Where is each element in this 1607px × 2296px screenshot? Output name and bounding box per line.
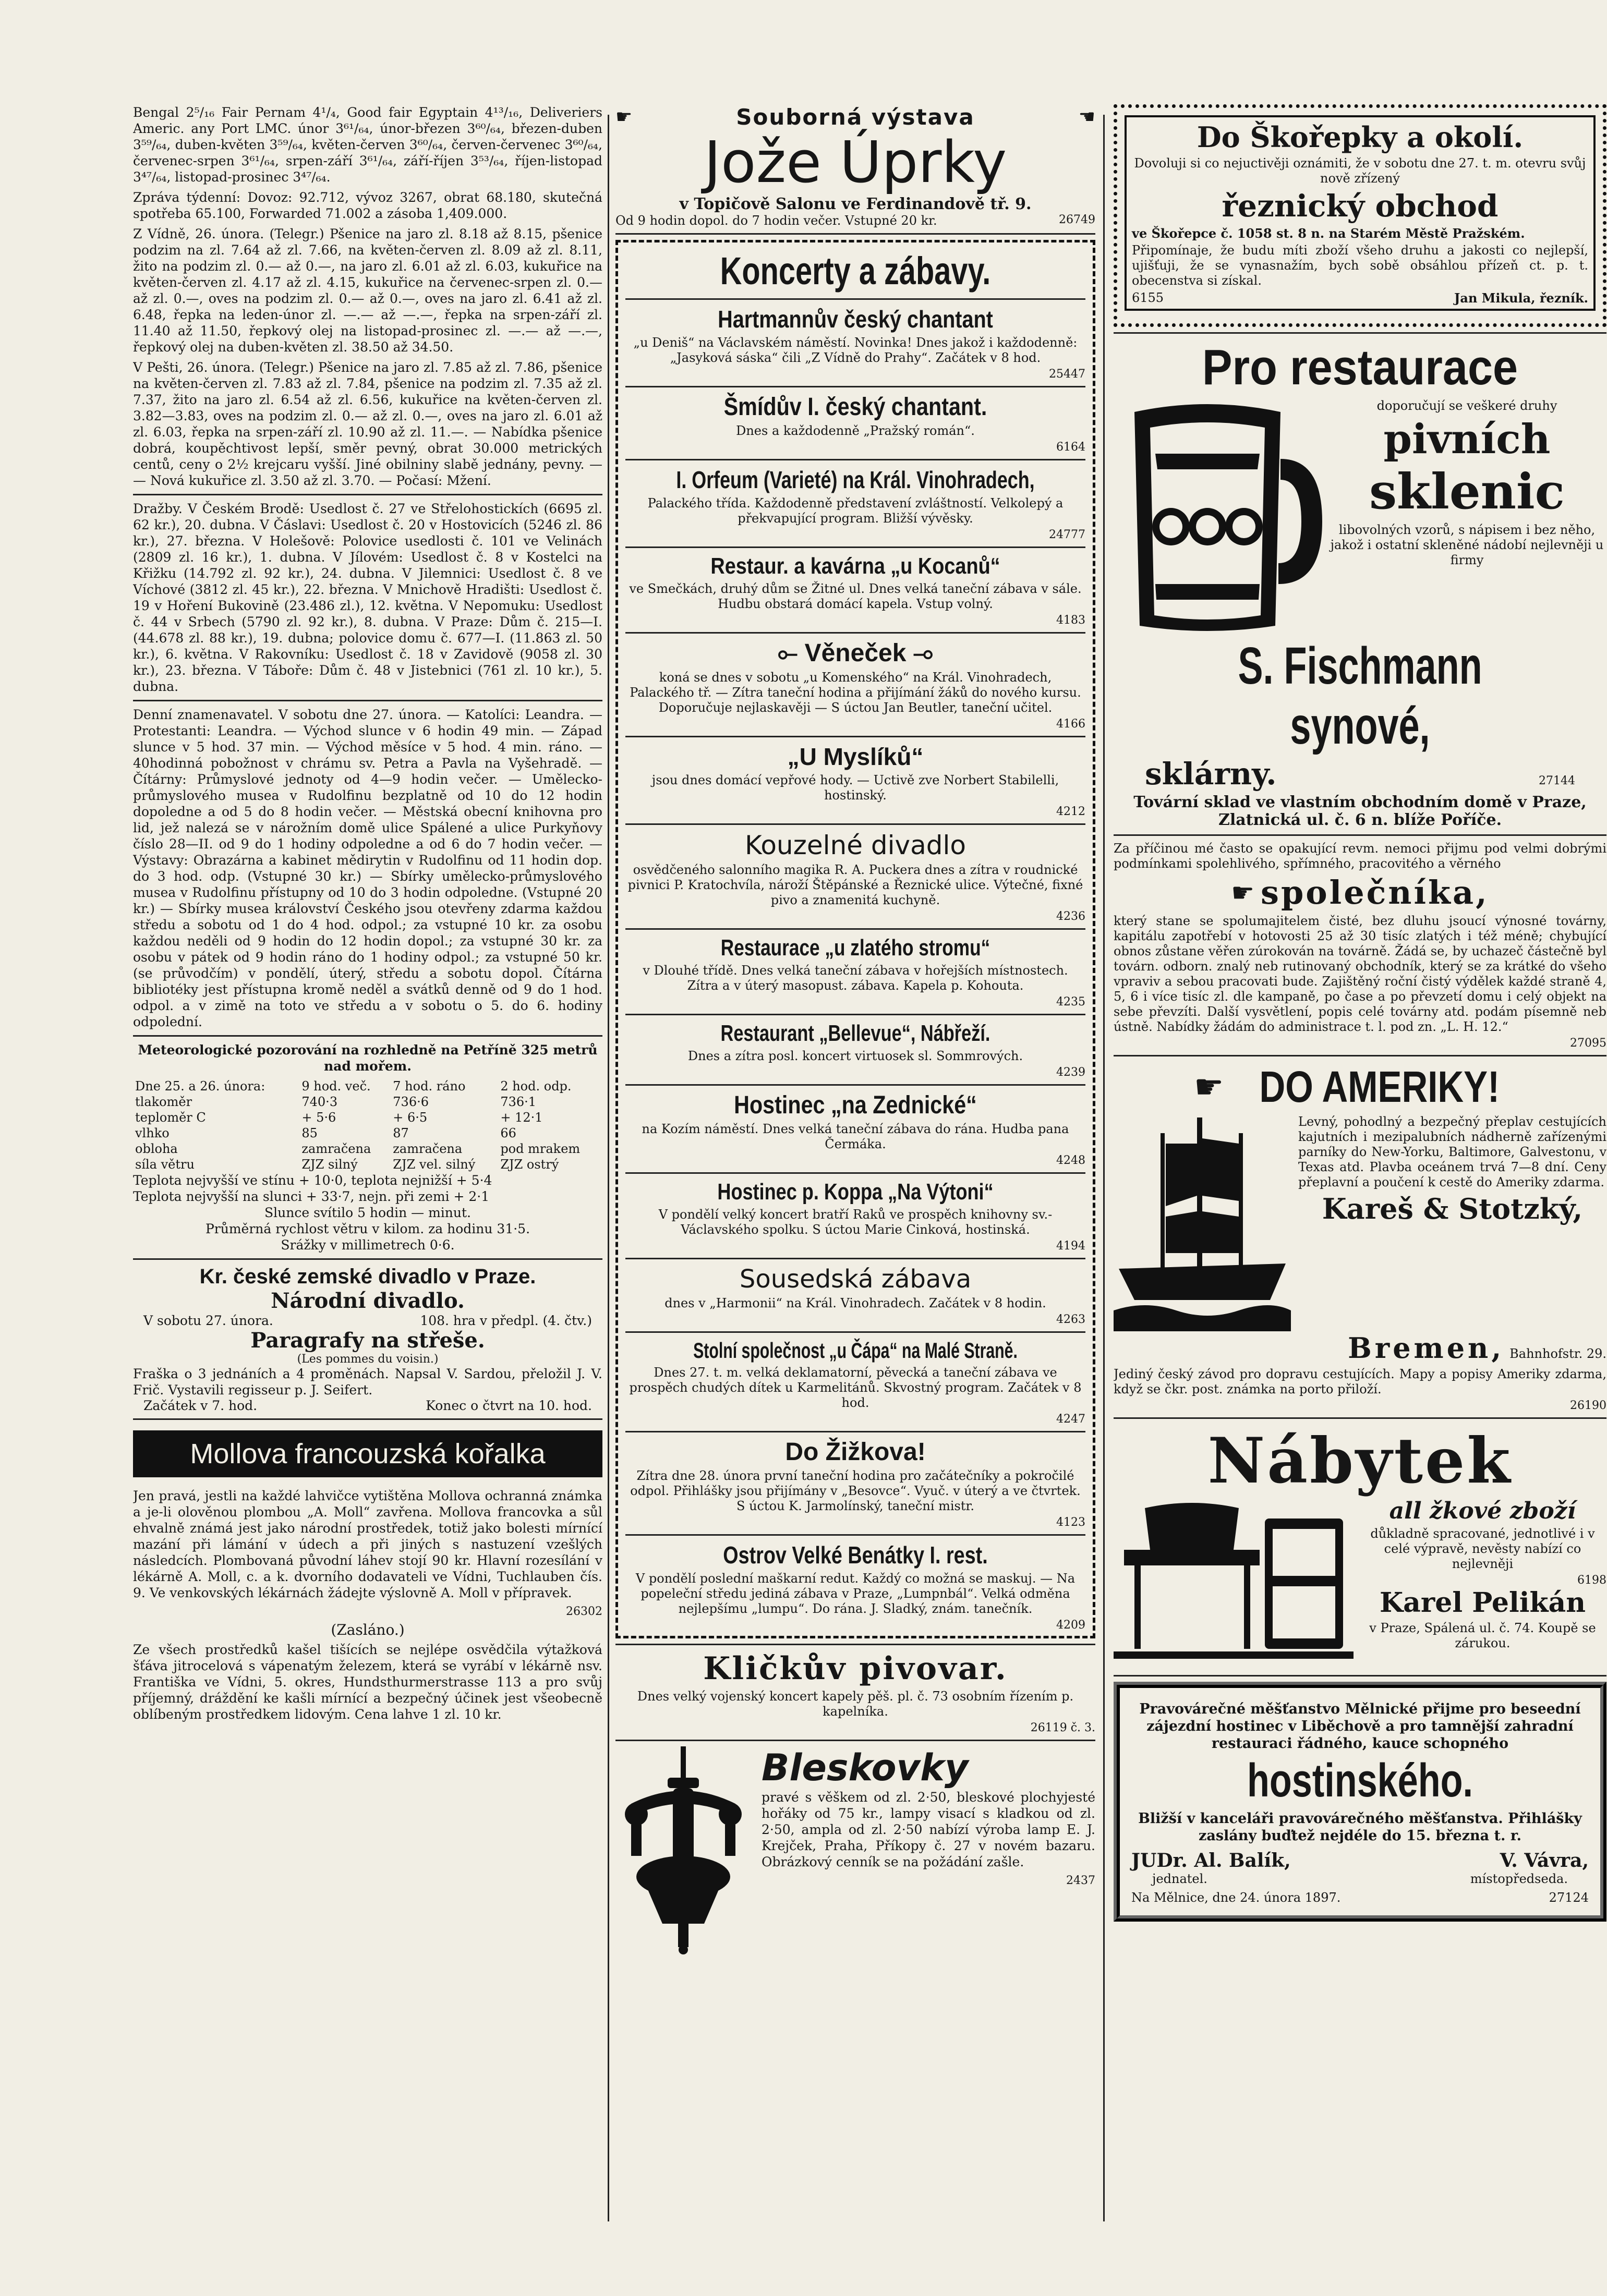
amerika-firm: Kareš & Stotzký, — [1322, 1192, 1583, 1225]
ad-vytoni — [625, 1179, 1085, 1253]
ad-title: Hostinec „na Zednické“ — [734, 1091, 977, 1119]
amerika-text-block — [1298, 1112, 1606, 1331]
table-cell: 7 hod. ráno — [393, 1079, 466, 1094]
ad-number: 4236 — [1056, 910, 1085, 923]
nabytek-sub: all žkové zboží — [1389, 1498, 1576, 1524]
table-cell: 736·6 — [393, 1095, 429, 1109]
ad-number: 6164 — [1056, 441, 1085, 454]
divider — [1114, 834, 1606, 836]
amerika-firm-line — [1114, 1331, 1606, 1365]
nabytek-address: v Praze, Spálená ul. č. 74. Koupě se zárukou. — [1369, 1621, 1596, 1650]
ad-number: 27144 — [1539, 774, 1575, 787]
bleskovky-ad — [615, 1746, 1095, 1955]
nabytek-text-block — [1359, 1498, 1606, 1670]
amerika-body — [1114, 1112, 1606, 1331]
table-cell: vlhko — [135, 1126, 170, 1140]
moll-banner: Mollova francouzská kořalka — [133, 1430, 602, 1477]
ad-title: Šmídův I. český chantant. — [723, 393, 987, 421]
table-row — [133, 1094, 602, 1110]
weather-note: Teplota nejvyšší na slunci + 33·7, nejn. při zemi + 2·1 — [133, 1189, 490, 1204]
divider — [625, 1431, 1085, 1432]
table-cell: tlakoměr — [135, 1095, 192, 1109]
partner-text: který stane se spolumajitelem čisté, bez dluhu jsoucí výnosné továrny, kapitálu zapotřebí v hotovosti 25 až 30 tisíc zlatých i též méně; chybující obnos zůstane věřen zúrokován na továrně. Žádá se, by uchazeč částečně byl továrn. odborn. znalý neb rutinovaný obchodník, který se za krátké do všeho vpraviv a sebou pracovati bude. Zajištěný roční čistý výdělek každé straně 4, 5, 6 i více tisíc zl. dle kampaně, po čase a po převzetí domu i celý objekt na sebe převzíti. Další vysvětlení, popis celé továrny atd. podám písemně neb ústně. Nabídky žádám do administrace t. l. pod zn. „L. H. 12.“ — [1114, 914, 1606, 1034]
divider — [1114, 1055, 1606, 1056]
theatre-start: Začátek v 7. hod. — [143, 1398, 258, 1413]
skorepka-signature: Jan Mikula, řezník. — [1454, 290, 1588, 306]
ad-number: 4166 — [1056, 718, 1085, 731]
theatre-play-note: (Les pommes du voisin.) — [297, 1353, 439, 1366]
uprka-place: v Topičově Salonu ve Ferdinandově tř. 9. — [679, 195, 1032, 213]
ad-title: Hostinec p. Koppa „Na Výtoni“ — [717, 1179, 994, 1205]
weather-table — [133, 1078, 602, 1172]
ad-text: Dnes a zítra posl. koncert virtuosek sl. Sommrových. — [687, 1049, 1023, 1063]
divider — [625, 823, 1085, 825]
market-paragraph: Bengal 2⁵/₁₆ Fair Pernam 4¹/₄, Good fair Egyptain 4¹³/₁₆, Deliveriers Americ. any Port LMC. únor 3⁶¹/₆₄, únor-březen 3⁶⁰/₆₄, březen-duben 3⁵⁹/₆₄, duben-květen 3⁵⁹/₆₄, květen-červen 3⁶⁰/₆₄, červen-červenec 3⁶⁰/₆₄, červenec-srpen 3⁶¹/₆₄, srpen-září 3⁶¹/₆₄, září-říjen 3⁵³/₆₄, říjen-listopad 3⁴⁷/₆₄, listopad-prosinec 3⁴⁷/₆₄. — [133, 105, 602, 185]
steamship-icon — [1114, 1112, 1291, 1331]
table-cell: + 5·6 — [301, 1110, 336, 1125]
ad-sousedska — [625, 1265, 1085, 1326]
divider — [1114, 1417, 1606, 1419]
nabytek-body — [1114, 1498, 1606, 1670]
divider — [625, 1331, 1085, 1333]
amerika-heading-row — [1114, 1062, 1606, 1112]
divider — [133, 494, 602, 495]
ad-title-row — [625, 639, 1085, 668]
weather-title: Meteorologické pozorování na rozhledně na Petříně 325 metrů nad mořem. — [138, 1042, 598, 1074]
restaurace-ad — [1114, 339, 1606, 829]
ad-orfeum — [625, 466, 1085, 541]
bleskovky-text: pravé s věškem od zl. 2·50, bleskové plochyjesté hořáky od 75 kr., lampy visací s kladkou od zl. 2·50, ampla od zl. 2·50 nabízí výroba lamp E. J. Krejček, Praha, Příkopy č. 27 v novém bazaru. Obrázkový cenník se na požádání zašle. — [762, 1790, 1095, 1869]
weather-note: Slunce svítilo 5 hodin — minut. — [264, 1205, 471, 1220]
ad-title: Hartmannův český chantant — [718, 306, 993, 333]
ad-text: v Dlouhé třídě. Dnes velká taneční zábava v hořejších místnostech. Zítra a v úterý masopust. zábava. Kapela p. Kohouta. — [643, 963, 1068, 993]
divider — [625, 928, 1085, 930]
moll-number: 26302 — [566, 1605, 602, 1618]
table-cell: 2 hod. odp. — [500, 1079, 572, 1094]
table-cell: síla větru — [135, 1157, 195, 1172]
ad-title: „U Myslíků“ — [787, 743, 924, 770]
table-row — [133, 1110, 602, 1125]
newspaper-page — [104, 104, 1606, 2237]
table-cell: + 12·1 — [500, 1110, 543, 1125]
divider — [133, 1035, 602, 1037]
table-cell: ZJZ vel. silný — [393, 1157, 476, 1172]
daily-paragraph: Denní znamenavatel. V sobotu dne 27. února. — Katolíci: Leandra. — Protestanti: Leandra. — Východ slunce v 6 hodin 49 min. — Západ slunce v 5 hod. 37 min. — Východ měsíce v 5 hod. 4 min. ráno. — 40hodinná pobožnost v chrámu sv. Petra a Pavla na Vyšehradě. — Čítárny: Průmyslové jednoty od 4—9 hodin večer. — Umělecko-průmyslového musea v Rudolfinu bezplatně od 10 do 12 hodin dopoledne a od 5 do 8 hodin večer. — Městská obecní knihovna pro lid, jež nalezá se v nárožním domě ulice Spálené a ulice Purkyňovy číslo 28—II. od 9 do 1 hodiny odpoledne a od 6 do 7 hodin večer. — Výstavy: Obrazárna a kabinet mědirytin v Rudolfinu od 11 hodin dop. do 3 hod. odp. (Vstupné 30 kr.) — Sbírky umělecko-průmyslového musea v Rudolfinu přístupny od 10 do 3 hodin odpoledne. (Vstupné 20 kr.) — Sbírky musea království Českého jsou otevřeny zdarma každou středu a sobotu od 1 do 4 hod. odpol.; za vstupné 10 kr. za osobu každou neděli od 9 hodin do 12 hodin dopol.; za vstupné 30 kr. za osobu v pátek od 9 hodin ráno do 1 hodiny odpol.; za vstupné 50 kr. (se průvodčím) v pondělí, úterý, středu a sobotu dopol. Čítárna bibliotéky jest přístupna kromě neděl a svátků denně od 9 do 1 hod. odpol. a v zimě na toto ve středu a v sobotu o 5. do 6. hodiny odpolední. — [133, 707, 602, 1029]
divider — [625, 632, 1085, 634]
divider — [1114, 332, 1606, 334]
skorepka-text: Připomínaje, že budu míti zboží všeho druhu a jakosti co nejlepší, ujišťuji, že se vynasnažím, bych sobě obsáhlou přízeň ct. p. t. obecenstva si získal. — [1132, 243, 1588, 288]
pointing-hand-icon: ☚ — [1078, 106, 1095, 128]
ad-bellevue — [625, 1021, 1085, 1079]
divider — [133, 1418, 602, 1420]
divider — [625, 459, 1085, 460]
partner-ad — [1114, 841, 1606, 1050]
table-cell: ZJZ silný — [301, 1157, 358, 1172]
ad-number: 4212 — [1056, 805, 1085, 818]
ad-number: 6198 — [1577, 1574, 1606, 1587]
theatre-subtitle: Národní divadlo. — [271, 1289, 465, 1313]
bleskovky-body — [762, 1746, 1095, 1955]
table-cell: 9 hod. več. — [301, 1079, 371, 1094]
divider — [615, 1644, 1095, 1645]
uprka-heading: Souborná výstava — [736, 104, 975, 130]
ad-number: 2437 — [1066, 1874, 1095, 1887]
chandelier-lamp-icon — [615, 1746, 751, 1955]
divider — [625, 1258, 1085, 1259]
rest-firm-line — [1114, 756, 1606, 792]
table-cell: 87 — [393, 1126, 409, 1140]
theatre-title: Kr. české zemské divadlo v Praze. — [199, 1265, 536, 1288]
uprka-hours: Od 9 hodin dopol. do 7 hodin večer. Vstupné 20 kr. — [615, 213, 937, 228]
ad-title: Restaur. a kavárna „u Kocanů“ — [710, 553, 1000, 579]
ad-title: Do Žižkova! — [785, 1438, 926, 1466]
koncerty-heading: Koncerty a zábavy. — [720, 249, 991, 293]
ad-number: 4235 — [1056, 995, 1085, 1009]
ad-text: dnes v „Harmonii“ na Král. Vinohradech. Začátek v 8 hodin. — [664, 1296, 1046, 1310]
weather-note: Průměrná rychlost větru v kilom. za hodinu 31·5. — [205, 1221, 530, 1236]
amerika-ad — [1114, 1062, 1606, 1412]
ad-number: 4248 — [1056, 1154, 1085, 1167]
column-rule — [1103, 115, 1105, 2221]
ad-number: 27124 — [1549, 1890, 1589, 1905]
table-cell: 85 — [301, 1126, 318, 1140]
ad-smid — [625, 393, 1085, 454]
table-cell: pod mrakem — [500, 1141, 581, 1156]
divider — [1114, 1675, 1606, 1677]
uprka-hours-line — [615, 213, 1095, 228]
divider — [625, 546, 1085, 548]
ad-title: Ostrov Velké Benátky I. rest. — [723, 1541, 988, 1569]
table-cell: Dne 25. a 26. února: — [135, 1079, 265, 1094]
divider — [625, 1534, 1085, 1536]
amerika-title: DO AMERIKY! — [1259, 1062, 1500, 1111]
ad-number: 26190 — [1570, 1399, 1606, 1412]
table-cell: 736·1 — [500, 1095, 537, 1109]
melnik-signature: V. Vávra, — [1500, 1850, 1589, 1872]
column-rule — [608, 115, 609, 2221]
ad-number: 4194 — [1056, 1240, 1085, 1253]
ad-hartmann — [625, 305, 1085, 381]
theatre-desc: Fraška o 3 jednáních a 4 proměnách. Napsal V. Sardou, přeložil J. V. Frič. Vystavili regisseur p. J. Seifert. — [133, 1366, 602, 1398]
ad-number: 4263 — [1056, 1313, 1085, 1326]
ad-text: osvědčeného salonního magika R. A. Puckera dnes a zítra v roudnické pivnici P. Kratochvíla, nároží Štěpánské a Řeznické ulice. Výtečné, fixné pivo a znamenitá kuchyně. — [627, 862, 1083, 907]
ad-text: koná se dnes v sobotu „u Komenského“ na Král. Vinohradech, Palackého tř. — Zítra taneční hodina a přijímání žáků do nového kursu. Doporučuje nejlaskavěji — S úctou Jan Beutler, taneční učitel. — [630, 670, 1081, 715]
ad-number: 24777 — [1049, 528, 1085, 541]
table-row — [133, 1141, 602, 1157]
uprka-name: Jože Úprky — [704, 129, 1007, 196]
uprka-header — [615, 104, 1095, 130]
ad-kocanu — [625, 553, 1085, 627]
rest-big2: sklenic — [1369, 463, 1565, 520]
amerika-text: Jediný český závod pro dopravu cestujících. Mapy a popisy Ameriky zdarma, když se čkr. post. známka na porto přiloží. — [1114, 1367, 1606, 1396]
ad-strom — [625, 935, 1085, 1009]
ad-text: Dnes a každodenně „Pražský román“. — [736, 423, 975, 438]
ad-zizkov — [625, 1438, 1085, 1529]
ad-number: 4209 — [1056, 1619, 1085, 1632]
melnik-big: hostinského. — [1247, 1755, 1473, 1807]
rest-text: libovolných vzorů, s nápisem i bez něho, jakož i ostatní skleněné nádobí nejlevněji u firmy — [1330, 523, 1604, 567]
theatre-play: Paragrafy na střeše. — [250, 1328, 485, 1353]
table-cell: 66 — [500, 1126, 516, 1140]
klicek-title: Kličkův pivovar. — [703, 1650, 1008, 1687]
melnik-text: Pravovárečné měšťanstvo Mělnické přijme pro beseední zájezdní hostinec v Liběchově a pro tamnější zahradní restauraci řádného, kauce schopného — [1139, 1701, 1581, 1752]
theatre-times — [133, 1398, 602, 1413]
ornament-icon: ⟜ — [777, 639, 805, 667]
table-cell: zamračena — [393, 1141, 463, 1156]
skorepka-footer — [1132, 290, 1588, 306]
table-cell: obloha — [135, 1141, 178, 1156]
ad-number: 4239 — [1056, 1066, 1085, 1079]
table-row — [133, 1157, 602, 1172]
ad-text: na Kozím náměstí. Dnes velká taneční zábava do rána. Hudba pana Čermáka. — [642, 1122, 1069, 1151]
weather-note: Srážky v millimetrech 0·6. — [281, 1237, 455, 1253]
ad-text: jsou dnes domácí vepřové hody. — Uctivě zve Norbert Stabilelli, hostinský. — [651, 773, 1059, 803]
ad-number: 4247 — [1056, 1413, 1085, 1426]
skorepka-ad — [1114, 104, 1606, 327]
divider — [625, 1084, 1085, 1086]
nabytek-title: Nábytek — [1207, 1424, 1513, 1498]
amerika-city: Bremen, — [1348, 1331, 1505, 1365]
table-cell: 740·3 — [301, 1095, 338, 1109]
column-right — [1114, 104, 1606, 1922]
ad-number: 6155 — [1132, 290, 1164, 305]
zaslano-text: Ze všech prostředků kašel tišících se nejlépe osvědčila výtažková šťáva jitrocelová s vápenatým železem, která se vyrábí v lékárně nsv. Františka ve Vídni, 5. okres, Hundsthurmerstrasse 113 a pro svůj příjemný, dráždění ke kašli mírnící a bezpečný účinek jest všeobecně oblíbeným prostředkem lidovým. Cena lahve 1 zl. 10 kr. — [133, 1642, 602, 1722]
ad-myslik — [625, 743, 1085, 818]
ad-number: 25447 — [1049, 368, 1085, 381]
rest-firm: S. Fischmann synové, — [1238, 637, 1482, 755]
column-left — [133, 104, 602, 1727]
ad-title: Věneček — [804, 639, 907, 667]
weather-note: Teplota nejvyšší ve stínu + 10·0, teplota nejnižší + 5·4 — [133, 1173, 492, 1188]
beer-mug-icon — [1114, 396, 1322, 636]
skorepka-frame — [1125, 115, 1596, 311]
bleskovky-title: Bleskovky — [762, 1746, 969, 1789]
auction-paragraph: Dražby. V Českém Brodě: Usedlost č. 27 ve Střelohostickích (6695 zl. 62 kr.), 20. dubna. V Čáslavi: Usedlost č. 20 v Hostovicích (5246 zl. 86 kr.), 27. března. V Holešově: Polovice usedlosti č. 101 ve Velinách (2809 zl. 16 kr.), 1. dubna. V Jílovém: Usedlost č. 8 v Kostelci na Křižku (14.792 zl. 92 kr.), 24. dubna. V Jilemnici: Usedlost č. 8 ve Víchové (3812 zl. 45 kr.), 22. března. V Mnichově Hradišti: Usedlost č. 19 v Hoření Bukovině (23.486 zl.), 12. května. V Nepomuku: Usedlost č. 44 v Srbech (5790 zl. 92 kr.), 8. dubna. V Praze: Dům č. 215—I. (44.678 zl. 88 kr.), 19. dubna; polovice domu č. 677—I. (11.863 zl. 50 kr.), 6. května. V Rakovníku: Usedlost č. 18 v Zavidově (9058 zl. 30 kr.), 23. března. V Táboře: Dům č. 48 v Jistebnici (761 zl. 10 kr.), 5. dubna. — [133, 501, 602, 694]
ad-title: Stolní společnost „u Čápa“ na Malé Straně. — [693, 1338, 1018, 1363]
nabytek-firm: Karel Pelikán — [1379, 1587, 1586, 1619]
klicek-text: Dnes velký vojenský koncert kapely pěš. pl. č. 73 osobním řízením p. kapelníka. — [637, 1689, 1074, 1719]
ad-text: ve Smečkách, druhý dům se Žitné ul. Dnes velká taneční zábava v sále. Hudbu obstará domácí kapela. Vstup volný. — [629, 581, 1082, 611]
melnik-roles — [1131, 1872, 1589, 1886]
ad-capa — [625, 1338, 1085, 1426]
ad-text: Zítra dne 28. února první taneční hodina pro začátečníky a pokročilé odpol. Přihlášky jsou přijímány v „Besovce“. Vyuč. v úterý a ve čtvrtek. S úctou K. Jarmolínský, taneční mistr. — [630, 1468, 1081, 1513]
ad-text: Dnes 27. t. m. velká deklamatorní, pěvecká a taneční zábava ve prospěch chudých dítek u Karmelitánů. Skvostný program. Začátek v 8 hod. — [629, 1365, 1082, 1410]
ad-number: 4123 — [1056, 1516, 1085, 1529]
melnik-ad — [1114, 1682, 1606, 1922]
ad-text: V pondělí velký koncert bratří Raků ve prospěch knihovny sv.-Václavského spolku. S úctou Marie Cinková, hostinská. — [658, 1207, 1053, 1237]
ad-number: 26749 — [1059, 213, 1095, 226]
theatre-dateline — [133, 1313, 602, 1328]
rest-body — [1114, 396, 1606, 636]
melnik-role: jednatel. — [1152, 1872, 1207, 1886]
table-row — [133, 1125, 602, 1141]
ad-benatky — [625, 1541, 1085, 1632]
ad-zednicka — [625, 1091, 1085, 1167]
divider — [615, 1740, 1095, 1741]
amerika-text: Levný, pohodlný a bezpečný přeplav cestujících kajutních i mezipalubních nádherně zařízenými parníky do New-Yorku, Baltimore, Galvestonu, v Texas atd. Plavba oceánem trvá 7—8 dní. Ceny přeplavní a poučení k cestě do Ameriky zdarma. — [1298, 1114, 1606, 1189]
table-cell: ZJZ ostrý — [500, 1157, 559, 1172]
rest-subtitle: doporučují se veškeré druhy — [1376, 398, 1557, 413]
market-paragraph: Z Vídně, 26. února. (Telegr.) Pšenice na jaro zl. 8.18 až 8.15, pšenice podzim na zl. 7.64 až zl. 7.66, na květen-červen zl. 8.09 až zl. 8.11, žito na podzim zl. 0.— až 0.—, na jaro zl. 6.01 až zl. 6.03, kukuřice na květen-červen zl. 4.17 až zl. 4.15, kukuřice na červenec-srpen zl. 0.— až zl. 0.—, oves na podzim zl. 0.— až 0.—, oves na jaro zl. 6.41 až zl. 6.48, řepka na leden-únor zl. —.— až —.—, řepka na srpen-září zl. 11.40 až 11.50, řepkový olej na listopad-prosinec zl. —.— až —.—, řepkový olej na duben-květen zl. 38.50 až 34.50. — [133, 226, 602, 355]
entertainment-frame — [615, 240, 1095, 1638]
divider — [133, 700, 602, 701]
ad-title: I. Orfeum (Varieté) na Král. Vinohradech, — [676, 466, 1035, 493]
ad-number: 27095 — [1570, 1037, 1606, 1050]
pointing-hand-icon: ☛ — [1231, 877, 1255, 908]
table-cell: zamračena — [301, 1141, 371, 1156]
theatre-end: Konec o čtvrt na 10. hod. — [426, 1398, 592, 1413]
divider — [133, 1258, 602, 1260]
table-row — [133, 1078, 602, 1094]
partner-heading-row — [1114, 873, 1606, 912]
ad-number: 26119 č. 3. — [1030, 1721, 1095, 1734]
divider — [615, 233, 1095, 235]
ornament-icon: ⊸ — [906, 639, 934, 667]
rest-text-block — [1327, 396, 1606, 636]
zaslano-heading: (Zasláno.) — [331, 1621, 405, 1638]
ad-venecek — [625, 639, 1085, 731]
divider — [625, 298, 1085, 300]
ad-title: Restaurant „Bellevue“, Nábřeží. — [720, 1021, 990, 1046]
column-middle — [615, 104, 1095, 1955]
pointing-hand-icon: ☛ — [1194, 1067, 1224, 1107]
partner-big: společníka, — [1261, 873, 1489, 912]
ad-kouzelne — [625, 830, 1085, 923]
ad-text: Palackého třída. Každodenně představení zvláštností. Velkolepý a překvapující program. Bližší vývěsky. — [647, 496, 1064, 526]
nabytek-ad — [1114, 1424, 1606, 1670]
table-cell: + 6·5 — [393, 1110, 428, 1125]
rest-address: Tovární sklad ve vlastním obchodním domě v Praze, Zlatnická ul. č. 6 n. blíže Poříče. — [1133, 793, 1587, 829]
ad-title: Sousedská zábava — [739, 1265, 972, 1294]
market-paragraph: Zpráva týdenní: Dovoz: 92.712, vývoz 3267, obrat 68.180, skutečná spotřeba 65.100, Forwarded 71.002 a zásoba 1,409.000. — [133, 190, 602, 221]
melnik-role: místopředseda. — [1470, 1872, 1568, 1886]
theatre-subscription: 108. hra v předpl. (4. čtv.) — [420, 1313, 592, 1328]
melnik-footer — [1131, 1890, 1589, 1905]
ad-title: Kouzelné divadlo — [745, 830, 966, 860]
ad-text: „u Deniš“ na Václavském náměstí. Novinka! Dnes jakož i každodenně: „Jasyková sáska“ čili „Z Vídně do Prahy“. Začátek v 8 hod. — [633, 335, 1078, 365]
market-paragraph: V Pešti, 26. února. (Telegr.) Pšenice na jaro zl. 7.85 až zl. 7.86, pšenice na květen-červen zl. 7.83 až zl. 7.84, pšenice na podzim zl. 7.35 až zl. 7.37, žito na jaro zl. 6.54 až zl. 6.56, kukuřice na květen-červen zl. 3.82—3.83, oves na podzim zl. 0.— až zl. 0.—, oves na jaro zl. 6.01 až zl. 6.03, řepka na srpen-září zl. 10.90 až zl. 11.—. — Nabídka pšenice dobrá, koupěchtivost lepší, směr pevný, obrat 30.000 metrických centů, ceny o 2½ krejcaru vyšší. Jiné obilniny slabě jednány, pevny. — — Nová kukuřice zl. 3.50 až zl. 3.70. — Počasí: Mžení. — [133, 360, 602, 488]
pointing-hand-icon: ☛ — [615, 106, 633, 128]
furniture-icon — [1114, 1498, 1354, 1670]
melnik-signatures — [1131, 1850, 1589, 1872]
theatre-date: V sobotu 27. února. — [143, 1313, 273, 1328]
melnik-text: Bližší v kanceláři pravovárečného měšťanstva. Přihlášky zaslány buďtež nejdéle do 15. března t. r. — [1138, 1811, 1582, 1844]
skorepka-address: ve Škořepce č. 1058 st. 8 n. na Starém Městě Pražském. — [1132, 226, 1525, 241]
divider — [625, 1014, 1085, 1015]
table-cell: teploměr C — [135, 1110, 206, 1125]
rest-firm-sub: sklárny. — [1145, 756, 1277, 792]
partner-text: Za příčinou mé často se opakující revm. nemoci přijmu pod velmi dobrými podmínkami spolehlivého, spřímného, pracovitého a věrného — [1114, 841, 1606, 871]
skorepka-text: Dovoluji si co nejuctivěji oznámiti, že v sobotu dne 27. t. m. otevru svůj nově zřízený — [1134, 156, 1586, 186]
divider — [625, 736, 1085, 737]
ad-number: 4183 — [1056, 614, 1085, 627]
skorepka-title: Do Škořepky a okolí. — [1197, 120, 1524, 154]
divider — [625, 386, 1085, 387]
rest-big1: pivních — [1383, 416, 1551, 463]
ad-text: V pondělí poslední maškarní redut. Každý co možná se maskuj. — Na popeleční středu jediná zábava v Praze, „Lumpnbál“. Velká odměna nejlepšímu „lumpu“. Do rána. J. Sladký, znám. tanečník. — [635, 1571, 1076, 1616]
melnik-date: Na Mělnice, dne 24. února 1897. — [1131, 1890, 1341, 1905]
divider — [625, 1172, 1085, 1174]
moll-text: Jen pravá, jestli na každé lahvičce vytištěna Mollova ochranná známka a je-li olověnou plombou „A. Moll“ zavřena. Mollova francovka a sůl ehvalně známá jest jako národní prostředek, totiž jako bolesti mírnící mazání při lámání v údech a při jiných s nastuzení vzešlých následcích. Plombovaná původní láhev stojí 90 kr. Hlavní rozesílání v lékárně A. Moll, c. a k. dvorního dodavateli ve Vídni, Tuchlauben čís. 9. Ve venkovských lékárnách žádejte výslovně A. Moll v přípravek. — [133, 1488, 602, 1600]
melnik-signature: JUDr. Al. Balík, — [1131, 1850, 1291, 1872]
nabytek-text: důkladně spracované, jednotlivé i v celé výpravě, nevěsty nabízí co nejlevněji — [1370, 1526, 1595, 1571]
skorepka-big: řeznický obchod — [1222, 188, 1499, 224]
ad-title: Restaurace „u zlatého stromu“ — [720, 935, 990, 961]
rest-title: Pro restaurace — [1202, 339, 1518, 395]
amerika-address: Bahnhofstr. 29. — [1509, 1346, 1606, 1361]
